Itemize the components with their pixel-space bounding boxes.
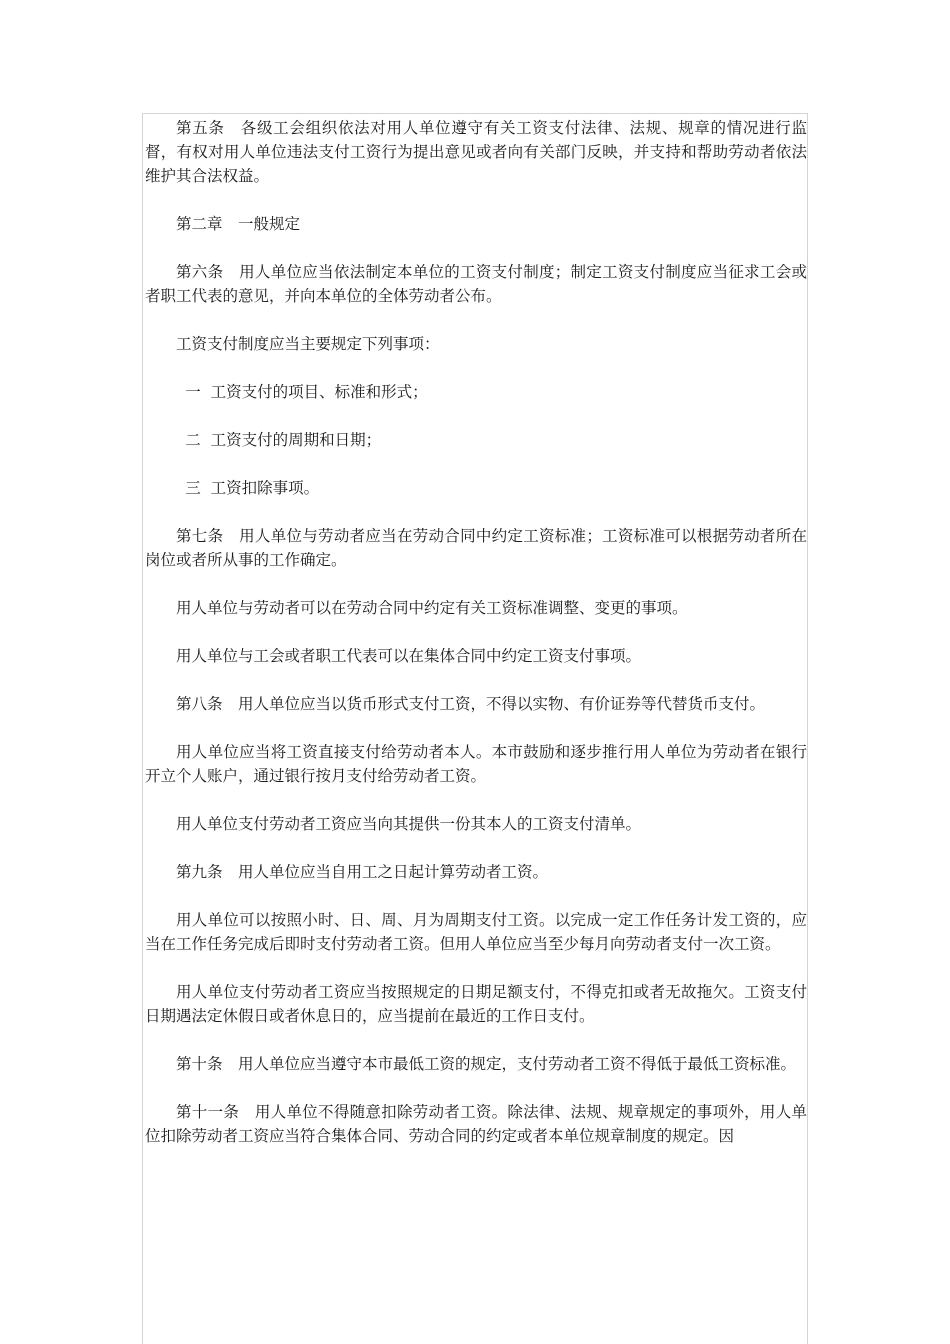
article-9-paragraph-3: 用人单位支付劳动者工资应当按照规定的日期足额支付，不得克扣或者无故拖欠。工资支付日期遇法定休假日或者休息日的，应当提前在最近的工作日支付。: [145, 983, 807, 1025]
article-9-paragraph-2: 用人单位可以按照小时、日、周、月为周期支付工资。以完成一定工作任务计发工资的，应当在工作任务完成后即时支付劳动者工资。但用人单位应当至少每月向劳动者支付一次工资。: [145, 911, 807, 953]
article-6-item-2: 二 工资支付的周期和日期；: [185, 431, 382, 449]
article-6: 第六条 用人单位应当依法制定本单位的工资支付制度；制定工资支付制度应当征求工会或者职工代表的意见，并向本单位的全体劳动者公布。: [145, 263, 807, 305]
article-8-paragraph-2: 用人单位应当将工资直接支付给劳动者本人。本市鼓励和逐步推行用人单位为劳动者在银行开立个人账户，通过银行按月支付给劳动者工资。: [145, 743, 807, 785]
article-11: 第十一条 用人单位不得随意扣除劳动者工资。除法律、法规、规章规定的事项外，用人单位扣除劳动者工资应当符合集体合同、劳动合同的约定或者本单位规章制度的规定。因: [145, 1103, 807, 1145]
article-5: 第五条 各级工会组织依法对用人单位遵守有关工资支付法律、法规、规章的情况进行监督，有权对用人单位违法支付工资行为提出意见或者向有关部门反映，并支持和帮助劳动者依法维护其合法权益。: [145, 119, 807, 185]
article-10: 第十条 用人单位应当遵守本市最低工资的规定，支付劳动者工资不得低于最低工资标准。: [176, 1055, 797, 1073]
article-7: 第七条 用人单位与劳动者应当在劳动合同中约定工资标准；工资标准可以根据劳动者所在岗位或者所从事的工作确定。: [145, 527, 807, 569]
article-6-item-3: 三 工资扣除事项。: [185, 479, 320, 497]
article-7-paragraph-2: 用人单位与劳动者可以在劳动合同中约定有关工资标准调整、变更的事项。: [176, 599, 688, 617]
article-7-paragraph-3: 用人单位与工会或者职工代表可以在集体合同中约定工资支付事项。: [176, 647, 642, 665]
chapter-2-heading: 第二章 一般规定: [176, 215, 301, 233]
article-6-paragraph-2: 工资支付制度应当主要规定下列事项：: [176, 335, 440, 353]
article-6-item-1: 一 工资支付的项目、标准和形式；: [185, 383, 428, 401]
article-8: 第八条 用人单位应当以货币形式支付工资，不得以实物、有价证券等代替货币支付。: [176, 695, 766, 713]
article-8-paragraph-3: 用人单位支付劳动者工资应当向其提供一份其本人的工资支付清单。: [176, 815, 642, 833]
article-9: 第九条 用人单位应当自用工之日起计算劳动者工资。: [176, 863, 549, 881]
document-body: [145, 116, 807, 1172]
